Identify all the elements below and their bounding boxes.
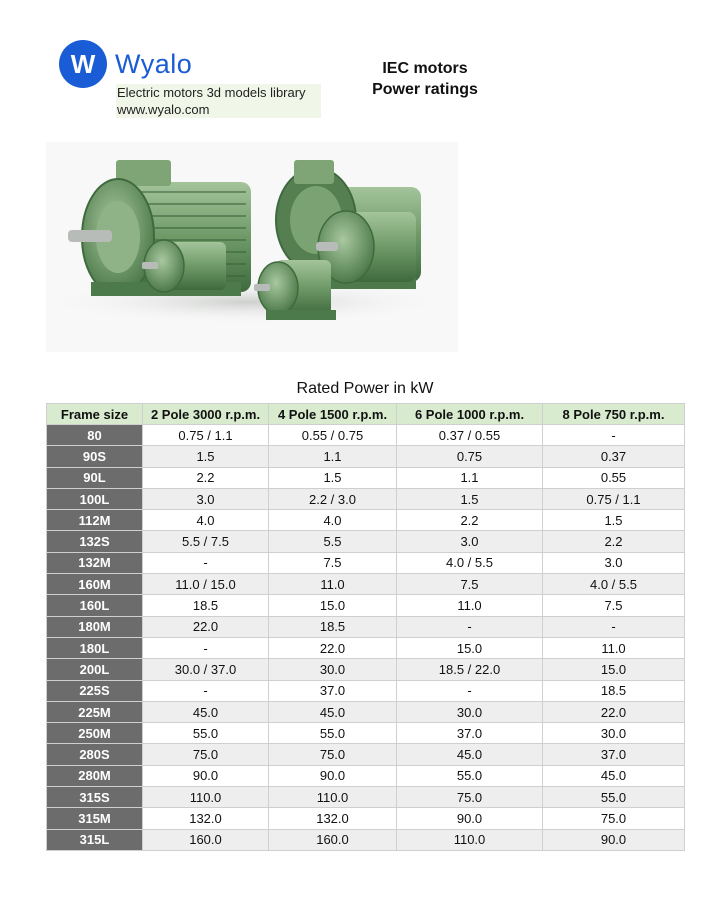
table-row — [47, 425, 685, 446]
power-cell: 0.37 / 0.55 — [397, 425, 543, 446]
power-cell: 11.0 — [397, 595, 543, 616]
power-cell: 132.0 — [269, 808, 397, 829]
power-cell: 1.5 — [143, 446, 269, 467]
power-cell: 45.0 — [397, 744, 543, 765]
power-cell: 37.0 — [543, 744, 685, 765]
power-cell: 18.5 — [269, 616, 397, 637]
power-cell: - — [397, 616, 543, 637]
frame-size-cell: 160L — [47, 595, 143, 616]
power-cell: 18.5 — [143, 595, 269, 616]
frame-size-cell: 315S — [47, 787, 143, 808]
table-caption: Rated Power in kW — [296, 380, 434, 397]
power-cell: 37.0 — [269, 680, 397, 701]
frame-size-cell: 90L — [47, 467, 143, 488]
power-cell: 55.0 — [143, 723, 269, 744]
title-line-1: IEC motors — [382, 60, 468, 77]
power-cell: 1.5 — [397, 488, 543, 509]
frame-size-cell: 180L — [47, 637, 143, 658]
power-cell: 45.0 — [143, 701, 269, 722]
power-cell: 0.75 / 1.1 — [543, 488, 685, 509]
power-cell: - — [397, 680, 543, 701]
frame-size-cell: 112M — [47, 510, 143, 531]
table-row — [47, 595, 685, 616]
table-row — [47, 659, 685, 680]
power-cell: 0.55 — [543, 467, 685, 488]
table-row — [47, 574, 685, 595]
power-cell: 30.0 — [543, 723, 685, 744]
table-row — [47, 552, 685, 573]
power-cell: 55.0 — [397, 765, 543, 786]
table-row — [47, 808, 685, 829]
power-cell: 0.37 — [543, 446, 685, 467]
column-header-frame-size: Frame size — [47, 404, 143, 425]
power-cell: 4.0 / 5.5 — [397, 552, 543, 573]
column-header-8-pole: 8 Pole 750 r.p.m. — [543, 404, 685, 425]
power-cell: 2.2 — [543, 531, 685, 552]
power-cell: 15.0 — [397, 637, 543, 658]
brand-tagline: Electric motors 3d models library — [117, 85, 306, 100]
power-cell: 18.5 / 22.0 — [397, 659, 543, 680]
power-cell: - — [143, 680, 269, 701]
frame-size-cell: 100L — [47, 488, 143, 509]
document-title — [340, 58, 510, 100]
power-cell: 7.5 — [397, 574, 543, 595]
power-cell: 22.0 — [543, 701, 685, 722]
wyalo-logo-icon[interactable] — [59, 40, 107, 88]
power-cell: 18.5 — [543, 680, 685, 701]
power-cell: 4.0 — [143, 510, 269, 531]
power-cell: 2.2 — [143, 467, 269, 488]
power-ratings-table — [46, 403, 685, 851]
power-cell: 5.5 / 7.5 — [143, 531, 269, 552]
power-cell: 11.0 / 15.0 — [143, 574, 269, 595]
power-cell: 11.0 — [269, 574, 397, 595]
power-cell: 45.0 — [269, 701, 397, 722]
table-row — [47, 765, 685, 786]
power-cell: 0.55 / 0.75 — [269, 425, 397, 446]
frame-size-cell: 225S — [47, 680, 143, 701]
power-cell: 55.0 — [269, 723, 397, 744]
power-cell: 4.0 — [269, 510, 397, 531]
table-row — [47, 723, 685, 744]
table-row — [47, 510, 685, 531]
power-cell: 7.5 — [269, 552, 397, 573]
power-cell: 1.1 — [269, 446, 397, 467]
title-line-2: Power ratings — [372, 81, 478, 98]
frame-size-cell: 90S — [47, 446, 143, 467]
table-row — [47, 467, 685, 488]
brand-url-link[interactable]: www.wyalo.com — [117, 102, 210, 117]
table-row — [47, 616, 685, 637]
power-cell: 75.0 — [543, 808, 685, 829]
power-cell: 5.5 — [269, 531, 397, 552]
frame-size-cell: 315L — [47, 829, 143, 850]
frame-size-cell: 160M — [47, 574, 143, 595]
power-cell: 2.2 — [397, 510, 543, 531]
frame-size-cell: 280S — [47, 744, 143, 765]
power-cell: 3.0 — [143, 488, 269, 509]
power-cell: 0.75 — [397, 446, 543, 467]
power-cell: 45.0 — [543, 765, 685, 786]
power-cell: 75.0 — [397, 787, 543, 808]
table-row — [47, 829, 685, 850]
frame-size-cell: 315M — [47, 808, 143, 829]
power-cell: 2.2 / 3.0 — [269, 488, 397, 509]
power-cell: 15.0 — [269, 595, 397, 616]
table-header-row — [47, 404, 685, 425]
power-cell: 110.0 — [269, 787, 397, 808]
column-header-4-pole: 4 Pole 1500 r.p.m. — [269, 404, 397, 425]
table-row — [47, 637, 685, 658]
power-cell: 22.0 — [269, 637, 397, 658]
power-cell: 160.0 — [143, 829, 269, 850]
power-cell: 3.0 — [543, 552, 685, 573]
table-row — [47, 744, 685, 765]
table-row — [47, 787, 685, 808]
table-row — [47, 531, 685, 552]
power-cell: 110.0 — [397, 829, 543, 850]
power-cell: 15.0 — [543, 659, 685, 680]
electric-motors-image — [46, 142, 458, 352]
frame-size-cell: 250M — [47, 723, 143, 744]
power-cell: 160.0 — [269, 829, 397, 850]
column-header-2-pole: 2 Pole 3000 r.p.m. — [143, 404, 269, 425]
column-header-6-pole: 6 Pole 1000 r.p.m. — [397, 404, 543, 425]
power-cell: 4.0 / 5.5 — [543, 574, 685, 595]
power-cell: 90.0 — [543, 829, 685, 850]
table-row — [47, 701, 685, 722]
table-row — [47, 680, 685, 701]
power-cell: 55.0 — [543, 787, 685, 808]
power-cell: - — [543, 616, 685, 637]
power-cell: 75.0 — [143, 744, 269, 765]
power-cell: 90.0 — [143, 765, 269, 786]
power-cell: - — [543, 425, 685, 446]
power-cell: 90.0 — [397, 808, 543, 829]
frame-size-cell: 132M — [47, 552, 143, 573]
power-cell: 11.0 — [543, 637, 685, 658]
frame-size-cell: 180M — [47, 616, 143, 637]
power-cell: 110.0 — [143, 787, 269, 808]
table-row — [47, 446, 685, 467]
frame-size-cell: 280M — [47, 765, 143, 786]
logo-letter: W — [70, 49, 96, 79]
frame-size-cell: 80 — [47, 425, 143, 446]
power-cell: 30.0 — [397, 701, 543, 722]
power-cell: 37.0 — [397, 723, 543, 744]
power-cell: 75.0 — [269, 744, 397, 765]
power-cell: - — [143, 552, 269, 573]
power-cell: 30.0 / 37.0 — [143, 659, 269, 680]
power-cell: 1.1 — [397, 467, 543, 488]
power-cell: 0.75 / 1.1 — [143, 425, 269, 446]
brand-name[interactable]: Wyalo — [115, 49, 193, 79]
power-cell: 90.0 — [269, 765, 397, 786]
frame-size-cell: 225M — [47, 701, 143, 722]
power-cell: 1.5 — [543, 510, 685, 531]
power-cell: 7.5 — [543, 595, 685, 616]
power-cell: 22.0 — [143, 616, 269, 637]
frame-size-cell: 132S — [47, 531, 143, 552]
power-cell: 3.0 — [397, 531, 543, 552]
power-cell: - — [143, 637, 269, 658]
power-cell: 1.5 — [269, 467, 397, 488]
frame-size-cell: 200L — [47, 659, 143, 680]
power-cell: 132.0 — [143, 808, 269, 829]
table-row — [47, 488, 685, 509]
power-cell: 30.0 — [269, 659, 397, 680]
